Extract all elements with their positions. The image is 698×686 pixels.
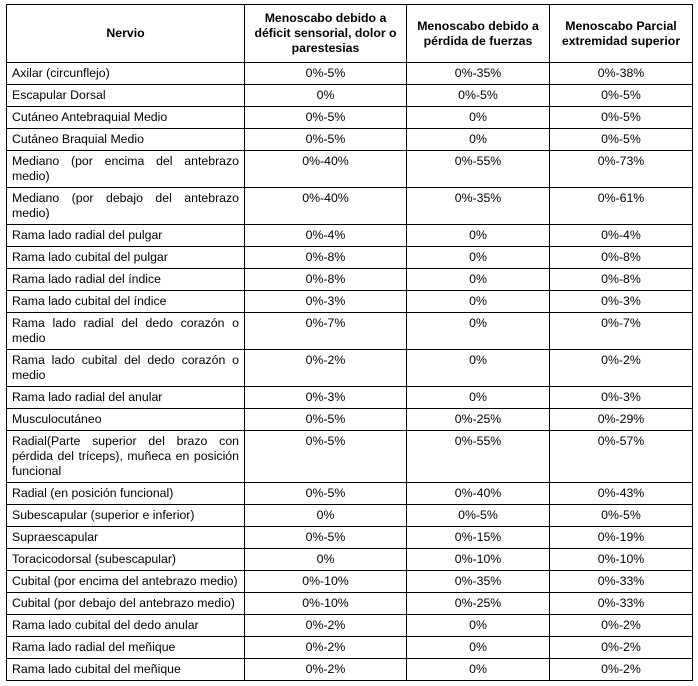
cell-parcial: 0%-5% [550, 85, 693, 107]
table-row [7, 225, 693, 247]
cell-sensorial: 0%-5% [245, 483, 407, 505]
cell-nervio: Cubital (por debajo del antebrazo medio) [7, 593, 245, 615]
cell-fuerzas: 0% [407, 637, 550, 659]
cell-nervio: Rama lado radial del pulgar [7, 225, 245, 247]
cell-nervio: Subescapular (superior e inferior) [7, 505, 245, 527]
cell-nervio: Musculocutáneo [7, 409, 245, 431]
cell-fuerzas: 0%-5% [407, 505, 550, 527]
cell-parcial: 0%-29% [550, 409, 693, 431]
cell-fuerzas: 0% [407, 350, 550, 387]
cell-parcial: 0%-3% [550, 387, 693, 409]
cell-sensorial: 0%-10% [245, 571, 407, 593]
cell-sensorial: 0%-10% [245, 593, 407, 615]
cell-fuerzas: 0%-5% [407, 85, 550, 107]
column-header-fuerzas: Menoscabo debido a pérdida de fuerzas [407, 5, 550, 63]
cell-parcial: 0%-33% [550, 571, 693, 593]
table-row [7, 659, 693, 681]
cell-parcial: 0%-57% [550, 431, 693, 483]
cell-sensorial: 0%-5% [245, 107, 407, 129]
table-row [7, 571, 693, 593]
table-row [7, 593, 693, 615]
table-row [7, 129, 693, 151]
cell-nervio: Toracicodorsal (subescapular) [7, 549, 245, 571]
cell-fuerzas: 0%-35% [407, 63, 550, 85]
cell-fuerzas: 0%-25% [407, 593, 550, 615]
cell-parcial: 0%-19% [550, 527, 693, 549]
cell-sensorial: 0%-8% [245, 269, 407, 291]
cell-parcial: 0%-2% [550, 615, 693, 637]
cell-sensorial: 0% [245, 549, 407, 571]
cell-sensorial: 0%-5% [245, 409, 407, 431]
cell-fuerzas: 0%-15% [407, 527, 550, 549]
cell-fuerzas: 0% [407, 659, 550, 681]
cell-parcial: 0%-38% [550, 63, 693, 85]
cell-parcial: 0%-4% [550, 225, 693, 247]
cell-nervio: Rama lado cubital del dedo corazón o medio [7, 350, 245, 387]
cell-nervio: Supraescapular [7, 527, 245, 549]
cell-sensorial: 0%-2% [245, 350, 407, 387]
table-row [7, 291, 693, 313]
cell-fuerzas: 0%-40% [407, 483, 550, 505]
cell-fuerzas: 0%-10% [407, 549, 550, 571]
cell-sensorial: 0%-40% [245, 188, 407, 225]
nerve-impairment-table [6, 4, 693, 681]
cell-sensorial: 0%-7% [245, 313, 407, 350]
table-row [7, 505, 693, 527]
cell-fuerzas: 0%-35% [407, 571, 550, 593]
cell-sensorial: 0%-4% [245, 225, 407, 247]
cell-parcial: 0%-8% [550, 247, 693, 269]
cell-nervio: Rama lado cubital del meñique [7, 659, 245, 681]
cell-nervio: Rama lado cubital del dedo anular [7, 615, 245, 637]
table-row [7, 615, 693, 637]
cell-nervio: Rama lado radial del índice [7, 269, 245, 291]
column-header-nervio: Nervio [7, 5, 245, 63]
cell-nervio: Cutáneo Braquial Medio [7, 129, 245, 151]
cell-fuerzas: 0%-25% [407, 409, 550, 431]
column-header-sensorial: Menoscabo debido a déficit sensorial, dolor o parestesias [245, 5, 407, 63]
cell-sensorial: 0% [245, 505, 407, 527]
cell-fuerzas: 0% [407, 615, 550, 637]
table-row [7, 387, 693, 409]
cell-fuerzas: 0% [407, 247, 550, 269]
cell-sensorial: 0% [245, 85, 407, 107]
cell-parcial: 0%-73% [550, 151, 693, 188]
table-body [7, 63, 693, 681]
cell-fuerzas: 0% [407, 291, 550, 313]
cell-parcial: 0%-2% [550, 350, 693, 387]
table-row [7, 431, 693, 483]
cell-fuerzas: 0% [407, 225, 550, 247]
cell-parcial: 0%-10% [550, 549, 693, 571]
table-row [7, 313, 693, 350]
cell-fuerzas: 0% [407, 269, 550, 291]
cell-nervio: Radial(Parte superior del brazo con pérdida del tríceps), muñeca en posición funcional [7, 431, 245, 483]
cell-parcial: 0%-5% [550, 129, 693, 151]
cell-nervio: Rama lado radial del meñique [7, 637, 245, 659]
cell-parcial: 0%-5% [550, 505, 693, 527]
cell-parcial: 0%-8% [550, 269, 693, 291]
table-row [7, 188, 693, 225]
cell-nervio: Escapular Dorsal [7, 85, 245, 107]
table-row [7, 409, 693, 431]
cell-fuerzas: 0%-35% [407, 188, 550, 225]
table-header-row [7, 5, 693, 63]
cell-sensorial: 0%-40% [245, 151, 407, 188]
cell-sensorial: 0%-3% [245, 291, 407, 313]
cell-sensorial: 0%-3% [245, 387, 407, 409]
cell-nervio: Cubital (por encima del antebrazo medio) [7, 571, 245, 593]
cell-nervio: Rama lado radial del dedo corazón o medio [7, 313, 245, 350]
cell-sensorial: 0%-5% [245, 431, 407, 483]
cell-sensorial: 0%-2% [245, 637, 407, 659]
table-row [7, 247, 693, 269]
cell-nervio: Axilar (circunflejo) [7, 63, 245, 85]
table-row [7, 483, 693, 505]
cell-fuerzas: 0% [407, 313, 550, 350]
cell-sensorial: 0%-2% [245, 615, 407, 637]
table-row [7, 350, 693, 387]
cell-parcial: 0%-61% [550, 188, 693, 225]
table-row [7, 85, 693, 107]
column-header-parcial: Menoscabo Parcial extremidad superior [550, 5, 693, 63]
cell-fuerzas: 0% [407, 107, 550, 129]
cell-nervio: Rama lado cubital del índice [7, 291, 245, 313]
cell-fuerzas: 0%-55% [407, 431, 550, 483]
cell-parcial: 0%-3% [550, 291, 693, 313]
table-row [7, 151, 693, 188]
cell-sensorial: 0%-5% [245, 527, 407, 549]
cell-sensorial: 0%-8% [245, 247, 407, 269]
cell-nervio: Mediano (por debajo del antebrazo medio) [7, 188, 245, 225]
cell-fuerzas: 0%-55% [407, 151, 550, 188]
cell-fuerzas: 0% [407, 387, 550, 409]
cell-nervio: Mediano (por encima del antebrazo medio) [7, 151, 245, 188]
table-row [7, 63, 693, 85]
table-row [7, 269, 693, 291]
cell-nervio: Rama lado radial del anular [7, 387, 245, 409]
cell-parcial: 0%-43% [550, 483, 693, 505]
table-row [7, 637, 693, 659]
cell-parcial: 0%-33% [550, 593, 693, 615]
cell-nervio: Cutáneo Antebraquial Medio [7, 107, 245, 129]
cell-parcial: 0%-2% [550, 659, 693, 681]
cell-sensorial: 0%-2% [245, 659, 407, 681]
cell-parcial: 0%-5% [550, 107, 693, 129]
cell-parcial: 0%-7% [550, 313, 693, 350]
cell-sensorial: 0%-5% [245, 129, 407, 151]
table-header [7, 5, 693, 63]
table-row [7, 527, 693, 549]
cell-parcial: 0%-2% [550, 637, 693, 659]
cell-sensorial: 0%-5% [245, 63, 407, 85]
table-row [7, 549, 693, 571]
cell-nervio: Radial (en posición funcional) [7, 483, 245, 505]
cell-fuerzas: 0% [407, 129, 550, 151]
cell-nervio: Rama lado cubital del pulgar [7, 247, 245, 269]
table-row [7, 107, 693, 129]
